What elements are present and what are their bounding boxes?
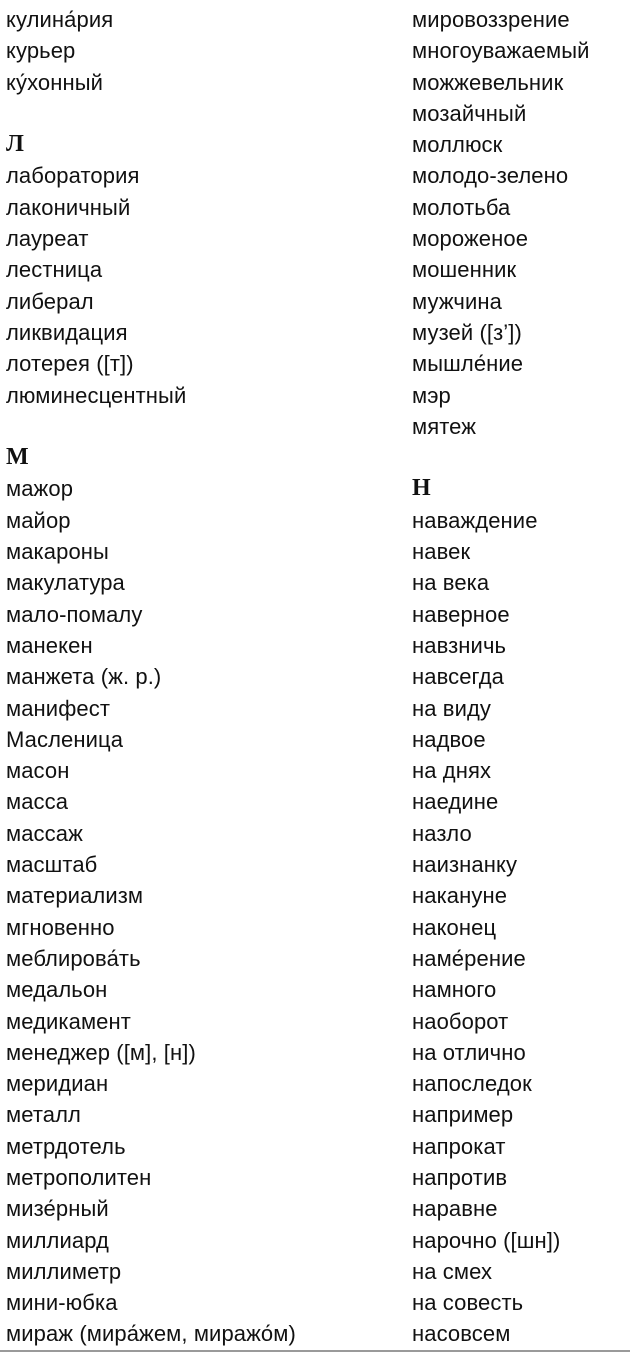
dictionary-word: например bbox=[412, 1102, 514, 1128]
dictionary-word: мало-помалу bbox=[6, 601, 143, 627]
dictionary-word: моллюск bbox=[412, 132, 503, 158]
dictionary-word: мышле́ние bbox=[412, 351, 524, 377]
dictionary-word: масштаб bbox=[6, 852, 98, 878]
dictionary-word: наваждение bbox=[412, 507, 538, 533]
dictionary-word: меблирова́ть bbox=[6, 945, 141, 971]
dictionary-word: медальон bbox=[6, 977, 108, 1003]
left-word-column bbox=[6, 4, 396, 1350]
dictionary-word: Масленица bbox=[6, 726, 124, 752]
dictionary-word: макулатура bbox=[6, 570, 125, 596]
dictionary-word: ку́хонный bbox=[6, 69, 104, 95]
dictionary-word: навзничь bbox=[412, 632, 507, 658]
dictionary-word: наедине bbox=[412, 789, 499, 815]
dictionary-word: молотьба bbox=[412, 194, 511, 220]
dictionary-word: либерал bbox=[6, 288, 94, 314]
dictionary-word: на совесть bbox=[412, 1290, 524, 1316]
dictionary-word: надвое bbox=[412, 726, 486, 752]
dictionary-word: макароны bbox=[6, 539, 109, 565]
section-gap bbox=[6, 411, 396, 442]
dictionary-word: на отлично bbox=[412, 1039, 526, 1065]
dictionary-word: метрополитен bbox=[6, 1164, 152, 1190]
dictionary-word: мужчина bbox=[412, 288, 502, 314]
dictionary-word: материализм bbox=[6, 883, 144, 909]
dictionary-word: мозайчный bbox=[412, 100, 527, 126]
dictionary-word: наоборот bbox=[412, 1008, 509, 1034]
dictionary-word: майор bbox=[6, 507, 71, 533]
dictionary-word: мажор bbox=[6, 476, 74, 502]
dictionary-word: наверное bbox=[412, 601, 510, 627]
section-gap bbox=[6, 98, 396, 129]
dictionary-word: миллиард bbox=[6, 1227, 109, 1253]
dictionary-word: на смех bbox=[412, 1258, 493, 1284]
dictionary-word: напоследок bbox=[412, 1071, 532, 1097]
dictionary-word: массаж bbox=[6, 820, 83, 846]
dictionary-word: манекен bbox=[6, 632, 93, 658]
dictionary-word: мгновенно bbox=[6, 914, 115, 940]
dictionary-word: мятеж bbox=[412, 413, 477, 439]
dictionary-word: наконец bbox=[412, 914, 497, 940]
dictionary-word: мировоззрение bbox=[412, 7, 570, 32]
dictionary-word: на века bbox=[412, 570, 490, 596]
dictionary-word: напрокат bbox=[412, 1133, 506, 1159]
dictionary-word: меридиан bbox=[6, 1071, 109, 1097]
dictionary-word: накануне bbox=[412, 883, 508, 909]
dictionary-word: металл bbox=[6, 1102, 81, 1128]
dictionary-word: навек bbox=[412, 539, 471, 565]
dictionary-word: насовсем bbox=[412, 1321, 511, 1347]
dictionary-word: наравне bbox=[412, 1196, 498, 1222]
section-letter-heading: М bbox=[6, 444, 29, 471]
dictionary-word: менеджер ([м], [н]) bbox=[6, 1039, 196, 1065]
dictionary-word: масса bbox=[6, 789, 69, 815]
dictionary-word: лауреат bbox=[6, 226, 89, 252]
dictionary-word: мороженое bbox=[412, 226, 529, 252]
section-gap bbox=[412, 442, 628, 473]
dictionary-word: наизнанку bbox=[412, 852, 518, 878]
dictionary-word: медикамент bbox=[6, 1008, 131, 1034]
dictionary-word: мошенник bbox=[412, 257, 517, 283]
dictionary-word: наме́рение bbox=[412, 945, 526, 971]
dictionary-word: курьер bbox=[6, 38, 76, 64]
dictionary-word: мизе́рный bbox=[6, 1196, 109, 1222]
dictionary-word: мэр bbox=[412, 382, 451, 408]
dictionary-word: миллиметр bbox=[6, 1258, 122, 1284]
dictionary-word: лаконичный bbox=[6, 194, 131, 220]
dictionary-word: напротив bbox=[412, 1164, 508, 1190]
dictionary-word: многоуважаемый bbox=[412, 38, 590, 64]
dictionary-word: намного bbox=[412, 977, 497, 1003]
right-word-column bbox=[412, 4, 628, 1350]
dictionary-word: на виду bbox=[412, 695, 492, 721]
dictionary-word: на днях bbox=[412, 758, 492, 784]
dictionary-word: манифест bbox=[6, 695, 111, 721]
section-letter-heading: Л bbox=[6, 131, 24, 158]
dictionary-word: лестница bbox=[6, 257, 103, 283]
section-letter-heading: Н bbox=[412, 475, 431, 502]
dictionary-word: нарочно ([шн]) bbox=[412, 1227, 561, 1253]
dictionary-word: молодо-зелено bbox=[412, 163, 569, 189]
dictionary-word: кулина́рия bbox=[6, 7, 114, 32]
dictionary-word: метрдотель bbox=[6, 1133, 126, 1159]
dictionary-word: навсегда bbox=[412, 664, 504, 690]
dictionary-word: лаборатория bbox=[6, 163, 140, 189]
dictionary-word: ликвидация bbox=[6, 319, 128, 345]
dictionary-word: манжета (ж. р.) bbox=[6, 664, 162, 690]
dictionary-word: музей ([з’]) bbox=[412, 319, 522, 345]
dictionary-word: люминесцентный bbox=[6, 382, 187, 408]
dictionary-word: лотерея ([т]) bbox=[6, 351, 134, 377]
dictionary-word: можжевельник bbox=[412, 69, 564, 95]
dictionary-word: мини-юбка bbox=[6, 1290, 118, 1316]
dictionary-word: назло bbox=[412, 820, 472, 846]
dictionary-word: масон bbox=[6, 758, 70, 784]
dictionary-word: мираж (мира́жем, миражо́м) bbox=[6, 1321, 296, 1347]
